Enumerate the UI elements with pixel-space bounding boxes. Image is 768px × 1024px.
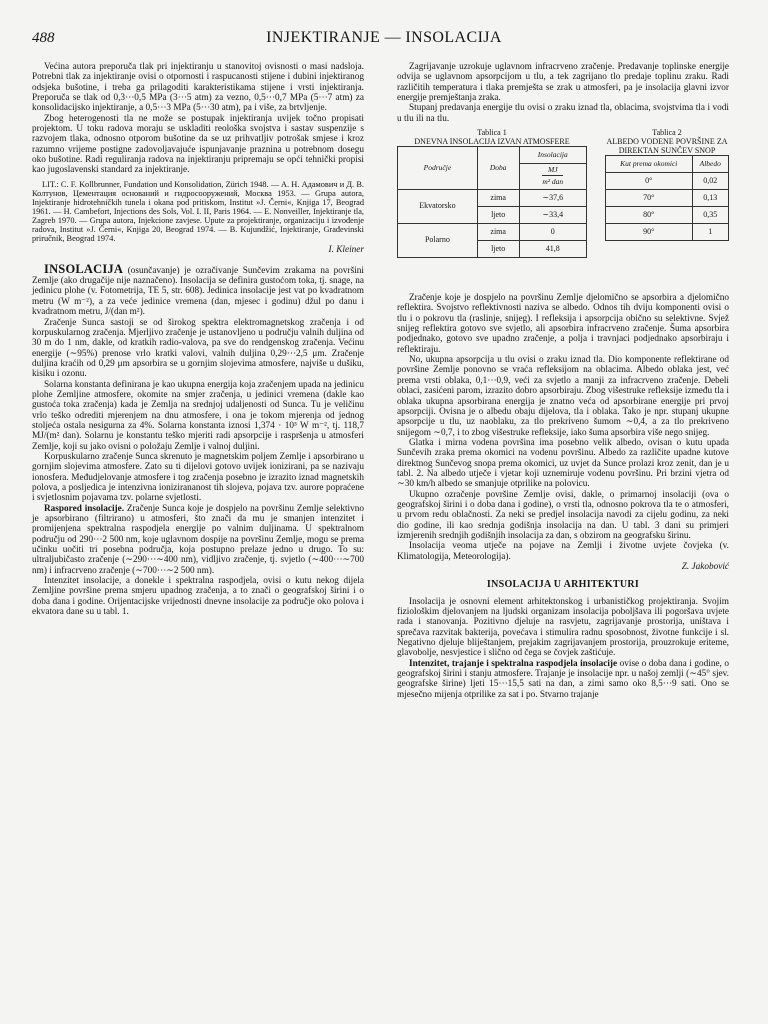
table-cell-region: Ekvatorsko [398,189,478,223]
table-row [606,173,729,190]
table-2-title: ALBEDO VODENE POVRŠINE ZA DIREKTAN SUNČEV SNOP [606,137,728,156]
table-cell: 41,8 [519,240,586,257]
table-1-number: Tablica 1 [477,128,507,138]
right-paragraph-1: Zagrijavanje uzrokuje uglavnom infracrveno zračenje. Predavanje toplinske energije odvija se uglavnom apsorpcijom u tlu, a tek zagrijano tlo predaje toplinu zraku. Radi različitih temperatura i tlaka premješta se zrak u atmosferi, pa je insolacija glavni izvor energije premještanja zraka. [397,62,729,104]
inj-paragraph-1: Većina autora preporuča tlak pri injektiranju u stanovitoj ovisnosti o masi nadsloja. Potrebni tlak za injektiranje ovisi o otpornosti i raspucanosti stijene i dubini injektiranog odsjeka bušotine, i treba ga prilagoditi karakteristikama stijene i vrsti injektiranja. Preporuča se tlak od 0,3⋯0,5 MPa (3⋯5 atm) za vezno, 0,5⋯0,7 MPa (5⋯7 atm) za konsolidacijsko injektiranje, a 0,5⋯3 MPa (5⋯30 atm), pa i više, za brtvljenje. [32,62,364,114]
table-1-grid [397,146,587,258]
arch-paragraph-1: Insolacija je osnovni element arhitektonskog i urbanističkog projektiranja. Svojim fiziološkim djelovanjem na ljudski organizam insolacija poboljšava ili pogoršava uvjete rada i stanovanja. Pozitivno djeluje na rasvjetu, zagrijavanje prostorija, uništava i sprečava razvitak bakterija, povećava i stimulira radnu sposobnost, životne funkcije i sl. Negativno djeluje bliještanjem, prejakim zagrijavanjem prostorija, prouzrokuje eriteme, glavobolje, nesvjestice i slično od čega se čovjek zaštićuje. [397,596,729,659]
table-2-header-albedo: Albedo [692,156,729,173]
inj-author-signature: I. Kleiner [328,245,364,256]
inj-paragraph-2: Zbog heterogenosti tla ne može se postupak injektiranja uvijek točno propisati projektom. U toku radova moraju se uskladiti reološka svojstva i sastav suspenzije s razvojem tlaka, odnosno otporom bušotine da se uz prihvatljiv potrošak smjese i kroz razumno vrijeme postigne zadovoljavajuće ispunjavanje praznina u potrebnom dosegu oko bušotine. Radi reguliranja radova na injektiranju pripremaju se opći tehnički propisi kao jugoslavenski standard za injektiranje. [32,113,364,176]
table-row [606,207,729,224]
right-paragraph-3: Zračenje koje je dospjelo na površinu Zemlje djelomično se apsorbira a djelomično reflektira. Svojstvo reflektivnosti naziva se albedo. Odnos tih dviju komponenti ovisi o tlu i o pokrovu tla (raslinje, snijeg). I refleksija i apsorpcija obično su selektivne. Svjež snijeg reflektira gotovo sve svjetlo, ali apsorbira infracrveno zračenje. Šuma apsorbira podjednako, gotovo sve upadno zračenje, a polja i travnjaci podjednako apsorbiraju i reflektiraju. [397,293,729,355]
ins-paragraph-last: Intenzitet insolacije, a donekle i spektralna raspodjela, ovisi o kutu nekog dijela Zemljine površine prema smjeru upadnog zračenja, a to znači o geografskoj širini i o doba dana i godine. Orijentacijske vrijednosti dnevne insolacije za područje oko polova i ekvatora dane su u tabl. 1. [32,576,364,618]
table-row [606,224,729,241]
table-row [606,190,729,207]
right-paragraph-4: No, ukupna apsorpcija u tlu ovisi o zraku iznad tla. Dio komponente reflektirane od površine Zemlje ponovno se vraća refleksijom na oblacima. Albedo oblaka jest, već prema vrsti oblaka, 0,1⋯0,9, veći za svjetlo a manji za infracrveno zračenje. Debeli oblaci, zasićeni parom, izrazito dobro apsorbiraju. Zbog višestruke refleksije između tla i oblaka ukupna apsorbirana energija je znatno veća od apsorbirane energije pri prvoj apsorpciji. Ovisna je o albedu obaju dijelova, tla i oblaka. Tako je npr. stupanj ukupne apsorpcije u tlu, uz naoblaku, za tlo prekriveno šumom ∼0,4, a za tlo prekriveno snijegom ∼0,7, i to zbog višestruke refleksije, iako šuma apsorbira više nego snijeg. [397,355,729,438]
page-header [20,30,748,52]
right-paragraph-6: Ukupno ozračenje površine Zemlje ovisi, dakle, o primarnoj insolaciji (ova o geografskoj širini i o doba dana i godine), o vrsti tla, odnosno pokrova tla te o atmosferi, u prvom redu oblačnosti. Za neki se predjel insolacija navodi za cijelu godinu, za neki dio godine, ili kao srednja godišnja insolacija na dan. U tabl. 3 dani su primjeri izmjerenih srednjih godišnjih insolacija za dan, s obzirom na geografsku širinu. [397,489,729,541]
table-1-header-unit: MJ m² dan [519,164,586,190]
table-cell: ljeto [477,240,519,257]
table-1-title: DNEVNA INSOLACIJA IZVAN ATMOSFERE [414,137,570,147]
table-cell: ljeto [477,206,519,223]
table-2-grid [605,155,729,241]
page-number: 488 [32,30,55,46]
ins-paragraph-1: Zračenje Sunca sastoji se od širokog spektra elektromagnetskog zračenja i od korpuskularnog zračenja. Mjerljivo zračenje je ustanovljeno u području valnih duljina od 30 m do 1 nm, dakle, od kratkih radio-valova, pa sve do rendgenskog zračenja. Većinu energije (∼95%) prenose vrlo kratki valovi, valnih duljina 0,29⋯2,5 μm. Zračenje duljina kraćih od 0,29 μm apsorbira se u gornjim slojevima atmosfere, najviše u dušiku, kisiku i ozonu. [32,317,364,380]
table-cell: 0,13 [692,190,729,207]
ins-paragraph-3: Korpuskularno zračenje Sunca skrenuto je magnetskim poljem Zemlje i apsorbirano u gornjim slojevima atmosfere. Zato su ti dijelovi gotovo uvijek ionizirani, pa se nazivaju ionosfera. Međudjelovanje atmosfere i tog zračenja posebno je izrazito iznad magnetskih polova, a posljedica je intenzivna ionizirananost tih slojeva, pojava tzv. aurore popraćene i svjetlosnim pojavama tzv. polarne svjetlosti. [32,451,364,504]
raspored-paragraph: Raspored insolacije. Zračenje Sunca koje je dospjelo na površinu Zemlje selektivno je apsorbirano (filtrirano) u atmosferi, što znači da mu je smanjen intenzitet i promijenjena spektralna raspodjela energije po valnim duljinama. U spektralnom području od 290⋯2 500 nm, koje uglavnom dospije na površinu Zemlje, mogu se prema učinku uočiti tri posebna područja, koja postupno prelaze jedno u drugo. To su: ultraljubičasto zračenje (∼290⋯∼400 nm), vidljivo zračenje, tj. svjetlo (∼400⋯∼700 nm) i infracrveno zračenje (∼700⋯∼2 500 nm). [32,503,364,576]
table-cell: zima [477,223,519,240]
table-cell: 0,35 [692,207,729,224]
table-2-header-angle: Kut prema okomici [606,156,693,173]
section-title-architecture: INSOLACIJA U ARHITEKTURI [486,579,640,591]
table-cell-region: Polarno [398,223,478,257]
tables-area [397,128,729,283]
table-2-number: Tablica 2 [652,128,682,138]
table-1-header-season: Doba [477,147,519,190]
table-cell: 0° [606,173,693,190]
table-row [398,189,587,206]
table-2 [605,128,729,241]
right-paragraph-7: Insolacija veoma utječe na pojave na Zemlji i životne uvjete čovjeka (v. Klimatologija, Meteorologija). [397,541,729,562]
table-1-header-insolation: Insolacija [519,147,586,164]
table-cell: 1 [692,224,729,241]
table-1-header-region: Područje [398,147,478,190]
table-cell: 90° [606,224,693,241]
ins-paragraph-2: Solarna konstanta definirana je kao ukupna energija koja zračenjem upada na jedinicu plohe Zemljine atmosfere, okomite na smjer zračenja, u jedinici vremena (dakle kao gustoća toka zračenja) kada je Zemlja na srednjoj udaljenosti od Sunca. Tu je veličinu vrlo teško odrediti mjerenjem na dnu atmosfere, i ona je tokom mjerenja od jednog stoljeća ostala nesigurna za 4%. Solarna konstanta iznosi 1,374 · 10³ W m⁻², tj. 118,7 MJ/(m² dan). Solarnu je konstantu teško mjeriti radi apsorpcije i raspršenja u atmosferi Zemlje, koji su jako ovisni o položaju Zemlje i valnoj duljini. [32,379,364,452]
table-cell: 0 [519,223,586,240]
running-title: INJEKTIRANJE — INSOLACIJA [266,29,502,46]
table-cell: zima [477,189,519,206]
table-cell: 0,02 [692,173,729,190]
insolacija-intro [32,261,364,318]
table-cell: ∼33,4 [519,206,586,223]
arch-paragraph-2: Intenzitet, trajanje i spektralna raspodjela insolacije ovise o doba dana i godine, o geografskoj širini i stanju atmosfere. Trajanje je insolacije npr. u našoj zemlji (∼45° sjev. geografske širine) ljeti 15⋯15,5 sati na dan, a zimi samo oko 8,5⋯9 sati. Ono se mjesečno mijenja otprilike za sat i po. Stvarno trajanje [397,658,730,700]
headword-insolacija: INSOLACIJA [44,261,124,276]
table-1 [397,128,587,258]
insolacija-definition: (osunčavanje) je ozračivanje Sunčevim zrakama na površini Zemlje (ako drugačije nije naznačeno). Insolacija se definira gustoćom toka, tj. snage, na jedinicu plohe (v. Fotometrija, TE 5, str. 608). Jedinica insolacije jest vat po kvadratnom metru (W m⁻²), a za veće jedinice vremena (dan, mjesec i godinu) džul po danu i kvadratnom metru, J/(dan m²). [32,265,364,318]
table-cell: ∼37,6 [519,189,586,206]
ins-author-signature: Z. Jakobović [681,562,729,572]
right-paragraph-5: Glatka i mirna vodena površina ima posebno velik albedo, ovisan o kutu upada Sunčevih zraka prema okomici na vodenu površinu. Albedo za različite upadne kutove direktnog Sunčevog snopa prema okomici, uz uvjet da Sunce prolazi kroz zenit, dan je u tabl. 2. Na albedo utječe i vjetar koji uznemiruje vodenu površinu. Pri brzini vjetra od ∼30 km/h albedo se smanjuje otprilike na polovicu. [397,437,729,490]
left-column [32,62,364,617]
table-row [398,223,587,240]
right-paragraph-2: Stupanj predavanja energije tlu ovisi o zraku iznad tla, oblacima, svojstvima tla i vodi u tlu ili na tlu. [397,103,729,124]
right-column [397,62,729,700]
intenzitet-subheading: Intenzitet, trajanje i spektralna raspodjela insolacije [409,658,618,669]
table-cell: 70° [606,190,693,207]
literature-list: LIT.: C. F. Kollbrunner, Fundation und Konsolidation, Zürich 1948. — A. H. Адамович и Д. В. Колтунов, Цементация оснований и гидросооружений, Москва 1953. — Grupa autora, Injektiranje hidrotehničkih tunela i okana pod pritiskom, Institut »J. Černi«, Knjiga 17, Beograd 1961. — H. Cambefort, Injections des Sols, Vol. I. II, Paris 1964. — E. Nonveiller, Injektiranje tla, Zagreb 1970. — Grupa autora, Injekcione zavjese. Upute za projektiranje, organizaciju i izvođenje radova, Institut »J. Černi«, Knjiga 20, Beograd 1974. — B. Kujundžić, Injektiranje, Građevinski priručnik, Beograd 1974. [32,179,364,244]
raspored-subheading: Raspored insolacije. [44,503,125,514]
table-cell: 80° [606,207,693,224]
